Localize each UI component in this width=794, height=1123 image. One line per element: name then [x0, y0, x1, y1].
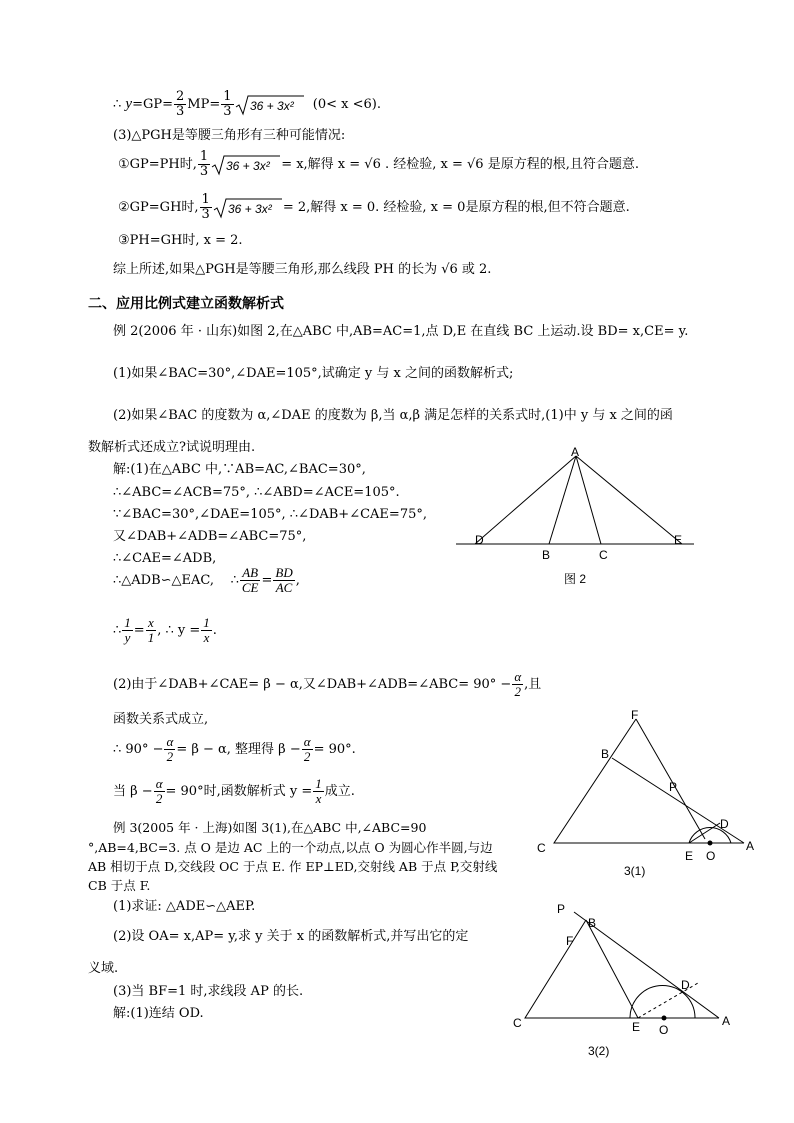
svg-text:C: C: [537, 841, 546, 855]
svg-text:F: F: [631, 708, 639, 722]
figure-2-caption: 图 2: [564, 572, 587, 586]
task-2-line-b: 义域.: [88, 961, 119, 976]
svg-text:36 + 3x²: 36 + 3x²: [226, 158, 270, 173]
question-2-line-b: 数解析式还成立?试说明理由.: [88, 440, 256, 455]
solution-line-6: ∴△ADB∽△EAC, ∴ $\frac{AB}{CE}$ = $\frac{BD}{AC}$ ,: [113, 565, 300, 595]
svg-text:36 + 3x²: 36 + 3x²: [227, 201, 272, 216]
svg-text:P: P: [669, 780, 678, 794]
svg-text:F: F: [566, 934, 574, 948]
label-E: E: [674, 533, 683, 547]
example-3-line-c: AB 相切于点 D,交线段 OC 于点 E. 作 EP⊥ED,交射线 AB 于点 P,交射线: [88, 859, 498, 874]
svg-text:O: O: [706, 849, 716, 863]
question-1: (1)如果∠BAC=30°,∠DAE=105°,试确定 y 与 x 之间的函数解析式;: [113, 366, 514, 381]
line-case-1: ①GP=PH时, $\frac{1}{3}$ 36 + 3x² = x,解得 x = √6 . 经检验, x = √6 是原方程的根,且符合题意.: [118, 149, 639, 179]
svg-text:D: D: [681, 978, 690, 992]
task-2-line-a: (2)设 OA= x,AP= y,求 y 关于 x 的函数解析式,并写出它的定: [113, 929, 469, 944]
figure-2: [450, 445, 700, 590]
example-3-line-a: 例 3(2005 年 · 上海)如图 3(1),在△ABC 中,∠ABC=90: [113, 820, 427, 835]
sqrt-icon: [211, 154, 281, 176]
solution-part-2-line-2: 函数关系式成立,: [113, 712, 209, 727]
svg-text:C: C: [513, 1016, 522, 1030]
svg-text:O: O: [659, 1023, 669, 1037]
svg-text:A: A: [746, 839, 755, 853]
solution-line-5: ∴∠CAE=∠ADB,: [113, 551, 217, 566]
label-A: A: [571, 445, 580, 459]
task-3: (3)当 BF=1 时,求线段 AP 的长.: [113, 984, 304, 999]
svg-text:B: B: [588, 916, 597, 930]
solution-line-4: 又∠DAB+∠ADB=∠ABC=75°,: [113, 529, 307, 544]
svg-text:D: D: [720, 817, 729, 831]
svg-text:P: P: [557, 902, 566, 916]
example-2-statement: 例 2(2006 年 · 山东)如图 2,在△ABC 中,AB=AC=1,点 D,E 在直线 BC 上运动.设 BD= x,CE= y.: [113, 324, 689, 339]
radicand: 36 + 3x²: [249, 98, 294, 113]
solution-part-2-line-1: (2)由于∠DAB+∠CAE= β − α,又∠DAB+∠ADB=∠ABC= 90° − $\frac{\alpha}{2}$ ,且: [113, 669, 542, 699]
svg-text:E: E: [632, 1020, 641, 1034]
sqrt-icon: [213, 197, 283, 219]
figure-3-1-caption: 3(1): [624, 864, 646, 878]
section-heading: 二、应用比例式建立函数解析式: [88, 296, 284, 312]
svg-text:A: A: [722, 1014, 731, 1028]
task-1: (1)求证: △ADE∽△AEP.: [113, 899, 256, 914]
line-case-2: ②GP=GH时, $\frac{1}{3}$ 36 + 3x² = 2,解得 x = 0. 经检验, x = 0是原方程的根,但不符合题意.: [118, 192, 630, 222]
task-4: 解:(1)连结 OD.: [113, 1006, 204, 1021]
line-conclusion: 综上所述,如果△PGH是等腰三角形,那么线段 PH 的长为 √6 或 2.: [113, 262, 492, 277]
solution-line-7: ∴ $\frac{1}{y}$ = $\frac{x}{1}$ , ∴ y = $\frac{1}{x}$ .: [113, 615, 217, 645]
solution-line-2: ∴∠ABC=∠ACB=75°, ∴∠ABD=∠ACE=105°.: [113, 485, 400, 500]
solution-part-2-line-4: 当 β − $\frac{\alpha}{2}$ = 90°时,函数解析式 y = $\frac{1}{x}$ 成立.: [113, 776, 355, 806]
label-B: B: [542, 548, 551, 562]
solution-line-3: ∵∠BAC=30°,∠DAE=105°, ∴∠DAB+∠CAE=75°,: [113, 507, 427, 522]
solution-line-1: 解:(1)在△ABC 中,∵AB=AC,∠BAC=30°,: [113, 462, 366, 477]
svg-text:B: B: [601, 747, 610, 761]
example-3-line-b: °,AB=4,BC=3. 点 O 是边 AC 上的一个动点,以点 O 为圆心作半圆,与边: [88, 840, 493, 855]
svg-text:E: E: [685, 849, 694, 863]
example-3-line-d: CB 于点 F.: [88, 878, 151, 893]
figure-3-2-caption: 3(2): [588, 1044, 610, 1058]
line-case-intro: (3)△PGH是等腰三角形有三种可能情况:: [113, 128, 346, 143]
figure-3-1: [530, 705, 765, 885]
line-case-3: ③PH=GH时, x = 2.: [118, 233, 243, 248]
line-y-expression: ∴ y=GP= $\frac{2}{3}$ MP= $\frac{1}{3}$ 36 + 3x² (0< x <6).: [113, 89, 381, 119]
solution-part-2-line-3: ∴ 90° − $\frac{\alpha}{2}$ = β − α, 整理得 β − $\frac{\alpha}{2}$ = 90°.: [113, 734, 356, 764]
question-2-line-a: (2)如果∠BAC 的度数为 α,∠DAE 的度数为 β,当 α,β 满足怎样的关系式时,(1)中 y 与 x 之间的函: [113, 408, 673, 423]
label-D: D: [475, 533, 484, 547]
sqrt-icon: [235, 94, 305, 116]
figure-3-2: [505, 900, 755, 1065]
label-C: C: [599, 548, 608, 562]
